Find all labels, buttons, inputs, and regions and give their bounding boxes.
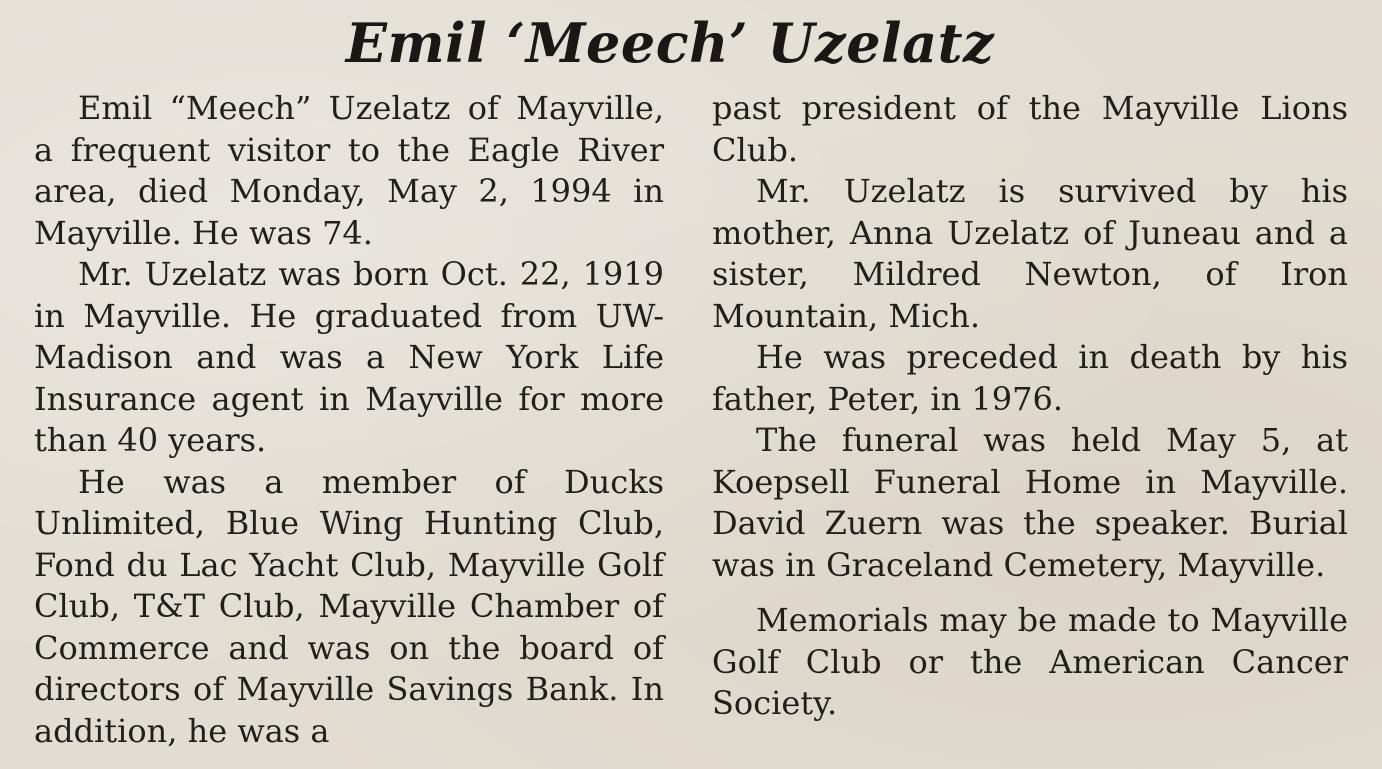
- obituary-title: Emil ‘Meech’ Uzelatz: [345, 11, 995, 75]
- paragraph: He was a member of Ducks Unlimited, Blue Wing Hunting Club, Fond du Lac Yacht Club, Mayville Golf Club, T&T Club, Mayville Chamber of Commerce and was on the board of directors of Mayville Savings Bank. In addition, he was a: [34, 462, 664, 750]
- left-column: [34, 88, 664, 752]
- paragraph: He was preceded in death by his father, Peter, in 1976.: [712, 338, 1348, 418]
- paragraph: Mr. Uzelatz was born Oct. 22, 1919 in Mayville. He graduated from UW-Madison and was a New York Life Insurance agent in Mayville for more than 40 years.: [34, 255, 664, 459]
- paragraph: Emil “Meech” Uzelatz of Mayville, a frequent visitor to the Eagle River area, died Monday, May 2, 1994 in Mayville. He was 74.: [34, 89, 664, 252]
- paragraph: The funeral was held May 5, at Koepsell Funeral Home in Mayville. David Zuern was the speaker. Burial was in Graceland Cemetery, Mayville.: [712, 421, 1348, 584]
- right-column: [712, 88, 1348, 725]
- paragraph: past president of the Mayville Lions Club.: [712, 89, 1348, 169]
- paragraph: Memorials may be made to Mayville Golf Club or the American Cancer Society.: [712, 601, 1348, 722]
- paragraph: Mr. Uzelatz is survived by his mother, Anna Uzelatz of Juneau and a sister, Mildred Newton, of Iron Mountain, Mich.: [712, 172, 1348, 335]
